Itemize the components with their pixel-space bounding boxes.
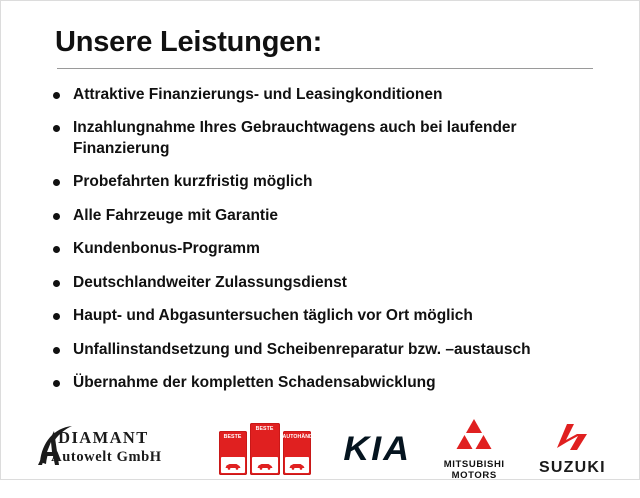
- suzuki-logo: [539, 413, 606, 485]
- award-badges: [219, 413, 324, 485]
- list-item-label: Kundenbonus-Programm: [73, 240, 260, 258]
- bullet-dot-icon: [53, 179, 60, 186]
- suzuki-wordmark: SUZUKI: [539, 458, 606, 476]
- mitsubishi-logo: [444, 413, 505, 485]
- kia-logo: [345, 413, 410, 485]
- car-icon: [224, 462, 241, 470]
- list-item: [47, 306, 605, 326]
- list-item-label: Attraktive Finanzierungs- und Leasingkonditionen: [73, 85, 443, 103]
- award-badge: [219, 431, 247, 475]
- award-badge-label: AUTOHÄNDLER: [282, 434, 324, 441]
- kia-wordmark: KIA: [343, 429, 412, 468]
- bullet-dot-icon: [53, 380, 60, 387]
- award-badge-label: BESTE: [255, 426, 274, 433]
- suzuki-s-icon: [553, 422, 591, 452]
- page-title: Unsere Leistungen:: [55, 26, 323, 58]
- diamant-name: DIAMANT: [58, 428, 149, 448]
- list-item: [47, 340, 605, 360]
- bullet-dot-icon: [53, 213, 60, 220]
- award-badge-label: BESTE: [223, 434, 242, 441]
- bullet-dot-icon: [53, 280, 60, 287]
- title-divider: [57, 68, 593, 69]
- diamant-subtitle: Autowelt GmbH: [51, 449, 162, 466]
- mitsubishi-diamond-icon: [454, 417, 494, 451]
- list-item: [47, 273, 605, 293]
- list-item: [47, 85, 605, 105]
- award-badge: [250, 423, 280, 475]
- list-item: [47, 118, 605, 159]
- car-icon: [256, 462, 273, 470]
- bullet-dot-icon: [53, 92, 60, 99]
- list-item: [47, 206, 605, 226]
- list-item-label: Alle Fahrzeuge mit Garantie: [73, 206, 278, 224]
- bullet-dot-icon: [53, 347, 60, 354]
- slide-content: [1, 1, 639, 406]
- list-item-label: Inzahlungnahme Ihres Gebrauchtwagens auch bei laufender Finanzierung: [73, 119, 517, 157]
- list-item-label: Unfallinstandsetzung und Scheibenreparatur bzw. –austausch: [73, 340, 531, 358]
- list-item: [47, 172, 605, 192]
- award-badge: [282, 431, 324, 475]
- list-item-label: Deutschlandweiter Zulassungsdienst: [73, 273, 347, 291]
- bullet-dot-icon: [53, 125, 60, 132]
- list-item-label: Haupt- und Abgasuntersuchen täglich vor Ort möglich: [73, 307, 473, 325]
- list-item: [47, 373, 605, 393]
- list-item: [47, 239, 605, 259]
- services-list: [35, 85, 605, 394]
- mitsubishi-line2: MOTORS: [451, 470, 497, 482]
- logo-bar: [1, 406, 639, 498]
- bullet-dot-icon: [53, 313, 60, 320]
- list-item-label: Übernahme der kompletten Schadensabwicklung: [73, 373, 436, 391]
- bullet-dot-icon: [53, 246, 60, 253]
- mitsubishi-line1: MITSUBISHI: [443, 458, 505, 470]
- car-icon: [288, 462, 305, 470]
- diamant-autowelt-logo: [34, 413, 184, 485]
- list-item-label: Probefahrten kurzfristig möglich: [73, 173, 313, 191]
